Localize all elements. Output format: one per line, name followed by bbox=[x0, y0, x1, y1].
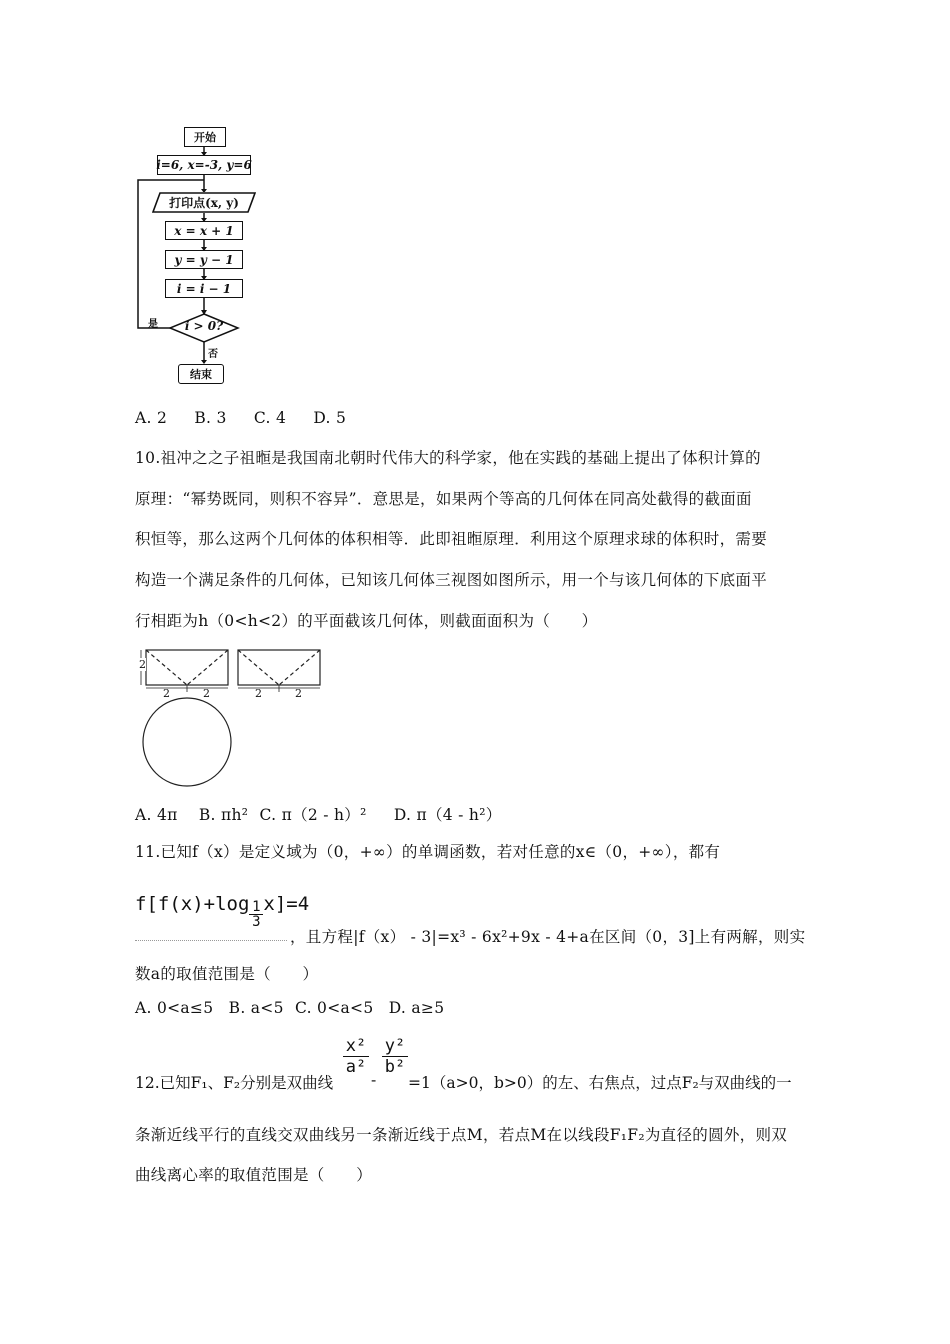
q12-fraction-y-den: b² bbox=[382, 1056, 408, 1077]
q11-line-3: 数a的取值范围是（ ） bbox=[135, 965, 319, 983]
dim-side-right-label: 2 bbox=[295, 687, 302, 700]
three-view-figure bbox=[136, 645, 326, 790]
q12-fraction-y-num: y² bbox=[384, 1036, 406, 1056]
q12-minus: - bbox=[371, 1071, 377, 1089]
q11-formula-main: f[f(x)+log bbox=[135, 893, 250, 915]
q12-prefix: 12.已知F₁、F₂分别是双曲线 bbox=[135, 1074, 334, 1092]
q11-formula-underline bbox=[135, 940, 287, 941]
flowchart-end: 结束 bbox=[178, 364, 224, 384]
flowchart-init: i=6, x=-3, y=6 bbox=[157, 155, 251, 175]
q11-formula bbox=[135, 893, 309, 929]
q12-suffix: =1（a>0，b>0）的左、右焦点，过点F₂与双曲线的一 bbox=[408, 1074, 792, 1092]
q11-option-a: A. 0<a≤5 bbox=[135, 999, 214, 1017]
flowchart-start: 开始 bbox=[184, 127, 226, 147]
q12-line-3: 曲线离心率的取值范围是（ ） bbox=[135, 1166, 373, 1184]
q11-option-d: D. a≥5 bbox=[388, 999, 445, 1017]
q10-line-2: 原理：“幂势既同，则积不容异”．意思是，如果两个等高的几何体在同高处截得的截面面 bbox=[135, 490, 752, 508]
q9-option-b: B. 3 bbox=[194, 409, 227, 427]
q12-fraction-x bbox=[343, 1036, 369, 1077]
q10-option-a: A. 4π bbox=[135, 806, 178, 824]
q9-option-d: D. 5 bbox=[313, 409, 347, 427]
q12-fraction-x-num: x² bbox=[345, 1036, 367, 1056]
flowchart-step-y: y = y − 1 bbox=[165, 250, 243, 269]
q9-option-c: C. 4 bbox=[253, 409, 287, 427]
q11-options bbox=[135, 999, 466, 1017]
flowchart-step-x: x = x + 1 bbox=[165, 221, 243, 240]
q11-line-2: ，且方程|f（x） - 3|=x³ - 6x²+9x - 4+a在区间（0，3]上有两解，则实 bbox=[290, 928, 806, 946]
q10-line-1: 10.祖冲之之子祖暅是我国南北朝时代伟大的科学家，他在实践的基础上提出了体积计算的 bbox=[135, 449, 761, 467]
flowchart bbox=[130, 120, 270, 390]
q10-option-c: C. π（2 - h）² bbox=[259, 806, 367, 824]
q10-line-4: 构造一个满足条件的几何体，已知该几何体三视图如图所示，用一个与该几何体的下底面平 bbox=[135, 571, 768, 589]
q11-line-1: 11.已知f（x）是定义域为（0，+∞）的单调函数，若对任意的x∈（0，+∞），都有 bbox=[135, 843, 721, 861]
dim-height-label: 2 bbox=[139, 658, 146, 671]
q11-option-c: C. 0<a<5 bbox=[295, 999, 374, 1017]
q10-line-5: 行相距为h（0<h<2）的平面截该几何体，则截面面积为（ ） bbox=[135, 612, 598, 630]
q11-formula-base-num: 1 bbox=[249, 900, 263, 915]
q11-formula-base-den: 3 bbox=[252, 914, 261, 930]
q10-options bbox=[135, 803, 524, 825]
flowchart-yes-label: 是 bbox=[148, 319, 158, 330]
flowchart-step-i: i = i − 1 bbox=[165, 279, 243, 298]
q11-formula-tail: x]=4 bbox=[263, 893, 310, 915]
dim-front-right-label: 2 bbox=[203, 687, 210, 700]
dim-side-left-label: 2 bbox=[255, 687, 262, 700]
three-view-drawing bbox=[136, 645, 326, 790]
q12-line-1 bbox=[135, 1036, 835, 1096]
q11-formula-base bbox=[249, 900, 263, 929]
q10-option-b: B. πh² bbox=[198, 806, 249, 824]
q9-options bbox=[135, 409, 368, 427]
q11-option-b: B. a<5 bbox=[228, 999, 284, 1017]
q10-line-3: 积恒等，那么这两个几何体的体积相等．此即祖暅原理．利用这个原理求球的体积时，需要 bbox=[135, 530, 768, 548]
q12-fraction-x-den: a² bbox=[343, 1056, 369, 1077]
flowchart-no-label: 否 bbox=[208, 349, 218, 360]
q9-option-a: A. 2 bbox=[135, 409, 168, 427]
q10-option-d: D. π（4 - h²） bbox=[393, 806, 502, 824]
q12-line-2: 条渐近线平行的直线交双曲线另一条渐近线于点M，若点M在以线段F₁F₂为直径的圆外，则双 bbox=[135, 1126, 788, 1144]
dim-front-left-label: 2 bbox=[163, 687, 170, 700]
flowchart-condition: i > 0? bbox=[184, 319, 224, 333]
q12-fraction-y bbox=[382, 1036, 408, 1077]
flowchart-print bbox=[152, 192, 256, 213]
flowchart-print-label: 打印点(x, y) bbox=[169, 196, 239, 210]
